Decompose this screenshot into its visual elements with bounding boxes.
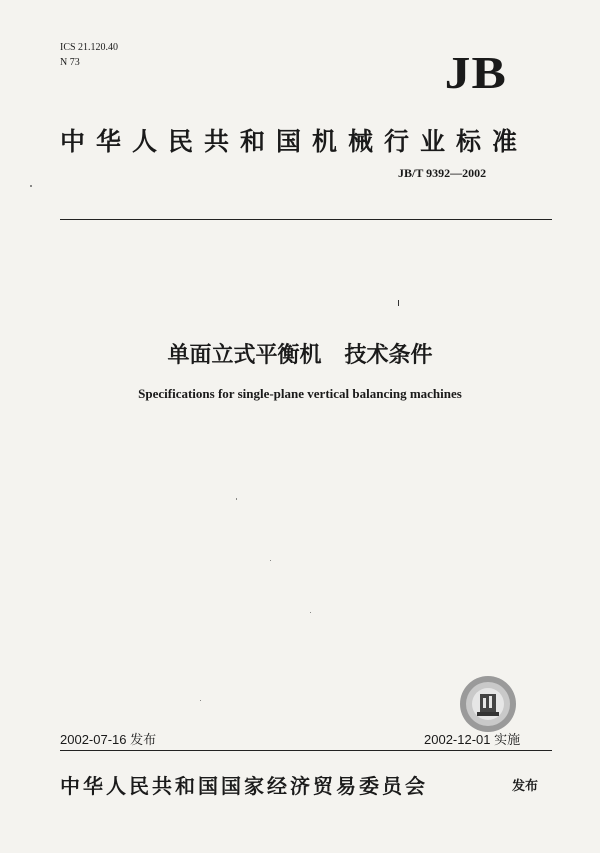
standard-category-title: 中华人民共和国机械行业标准 bbox=[60, 127, 529, 156]
standard-number: JB/T 9392—2002 bbox=[398, 166, 487, 180]
scan-speck bbox=[310, 612, 311, 613]
jb-logo: JB bbox=[444, 47, 508, 98]
scan-speck bbox=[30, 185, 32, 187]
issuer-suffix: 发布 bbox=[512, 779, 539, 794]
ccs-code: N 73 bbox=[60, 57, 80, 68]
top-divider bbox=[60, 219, 552, 220]
bottom-divider bbox=[60, 750, 552, 751]
approval-seal-icon bbox=[458, 674, 518, 734]
scan-speck bbox=[200, 700, 201, 701]
ics-code: ICS 21.120.40 bbox=[60, 42, 119, 53]
scan-speck bbox=[236, 498, 237, 500]
issue-date: 2002-07-16 发布 bbox=[60, 732, 157, 747]
document-title-chinese: 单面立式平衡机 技术条件 bbox=[167, 343, 433, 368]
mark-tick bbox=[398, 300, 399, 306]
document-title-english: Specifications for single-plane vertical balancing machines bbox=[138, 386, 462, 401]
scan-speck bbox=[270, 560, 271, 561]
issuing-authority: 中华人民共和国国家经济贸易委员会 bbox=[60, 774, 428, 798]
implementation-date: 2002-12-01 实施 bbox=[424, 732, 521, 747]
